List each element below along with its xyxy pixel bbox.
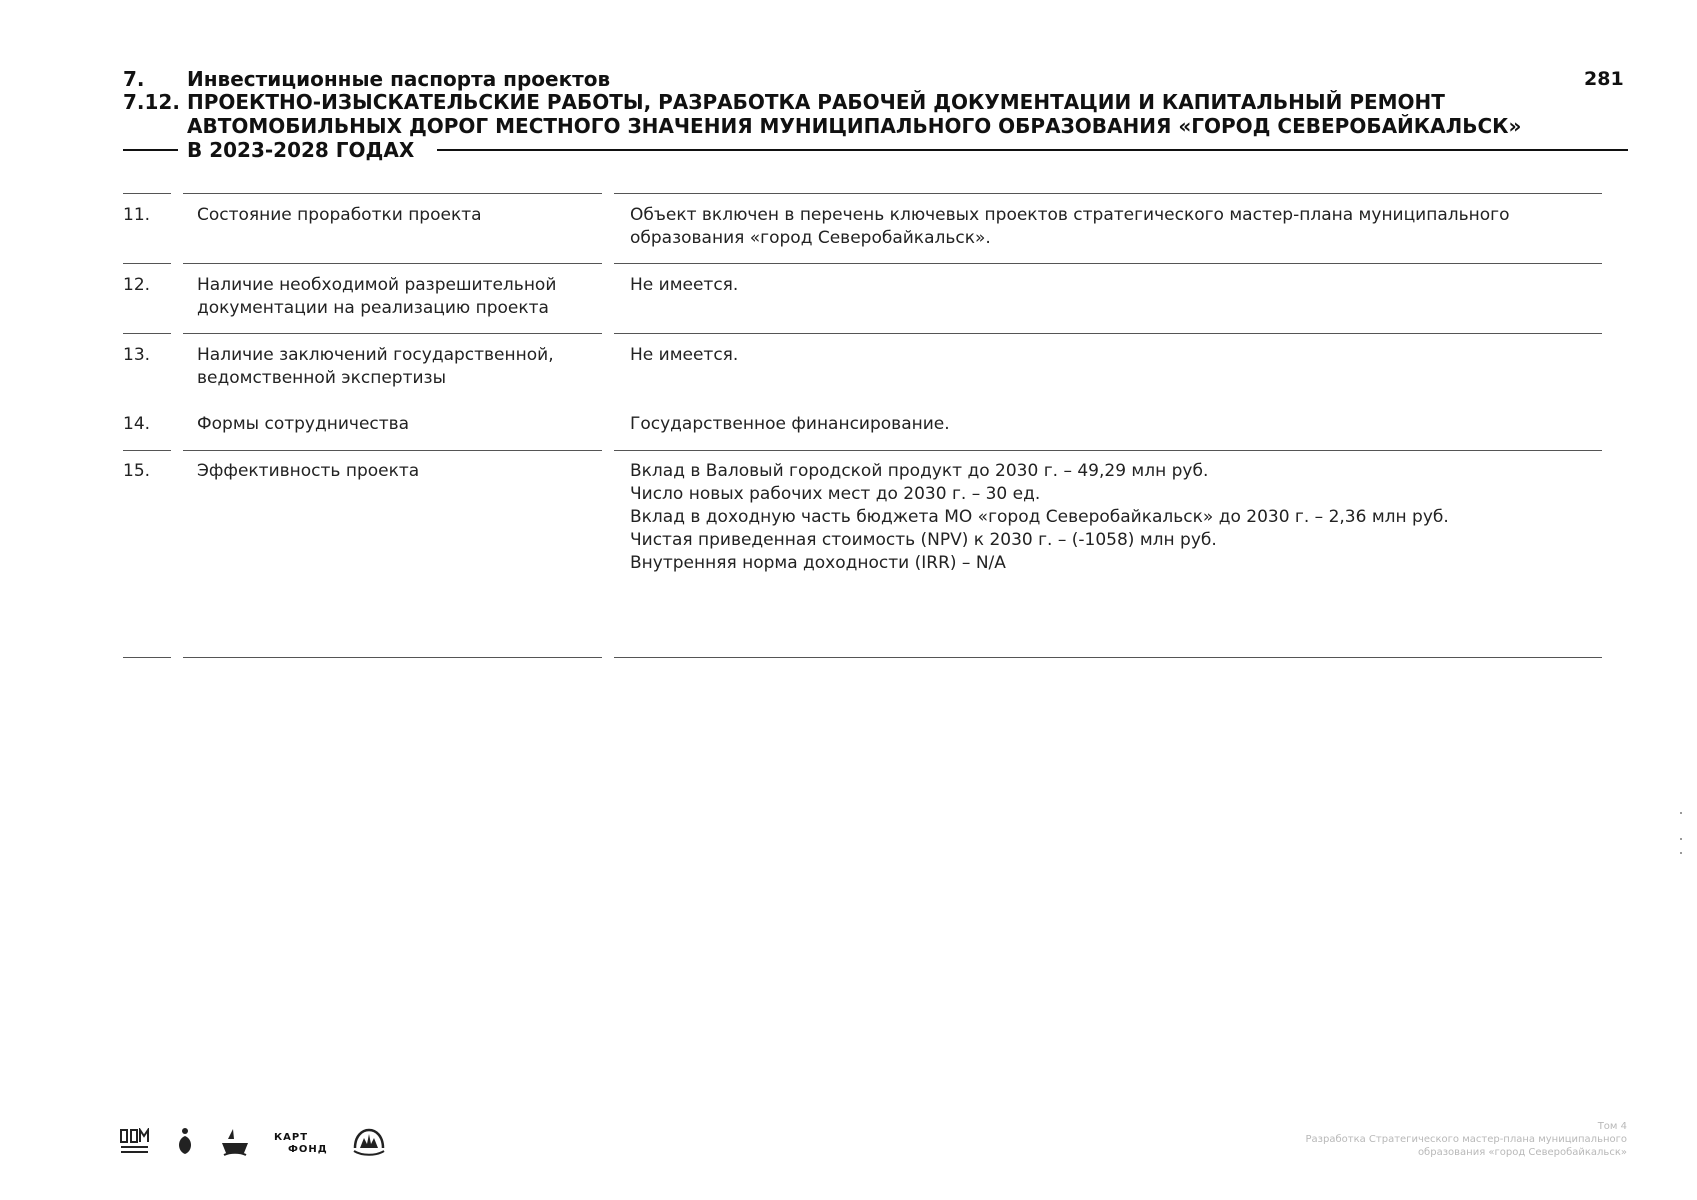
city-logo bbox=[352, 1126, 386, 1162]
row-number: 11. bbox=[123, 205, 151, 225]
header-right-rule bbox=[437, 149, 1628, 151]
row-number: 12. bbox=[123, 275, 151, 295]
subsection-title-line2: АВТОМОБИЛЬНЫХ ДОРОГ МЕСТНОГО ЗНАЧЕНИЯ МУНИЦИПАЛЬНОГО ОБРАЗОВАНИЯ «ГОРОД СЕВЕРОБАЙКАЛЬСК» bbox=[187, 114, 1522, 138]
kartfond-line1: КАРТ bbox=[274, 1132, 309, 1143]
row-label: Наличие необходимой разрешительной документации на реализацию проекта bbox=[197, 275, 557, 318]
row-rule bbox=[183, 263, 602, 264]
row-rule bbox=[183, 450, 602, 451]
row-number: 15. bbox=[123, 461, 151, 481]
section-number: 7. bbox=[123, 67, 145, 91]
row-rule bbox=[614, 333, 1602, 334]
ship-logo bbox=[220, 1127, 250, 1161]
header-left-rule bbox=[123, 149, 178, 151]
kartfond-logo bbox=[274, 1132, 328, 1156]
row-label: Состояние проработки проекта bbox=[197, 205, 482, 225]
efficiency-line: Чистая приведенная стоимость (NPV) к 2030 г. – (-1058) млн руб. bbox=[630, 530, 1217, 550]
efficiency-line: Внутренняя норма доходности (IRR) – N/A bbox=[630, 553, 1006, 573]
row-value-list bbox=[630, 460, 1605, 575]
kartfond-line2: ФОНД bbox=[288, 1144, 328, 1155]
row-number: 14. bbox=[123, 414, 151, 434]
efficiency-line: Число новых рабочих мест до 2030 г. – 30 ед. bbox=[630, 484, 1041, 504]
row-label: Формы сотрудничества bbox=[197, 414, 410, 434]
side-mark bbox=[1680, 838, 1682, 840]
subsection-number: 7.12. bbox=[123, 90, 180, 114]
section-title: Инвестиционные паспорта проектов bbox=[187, 67, 611, 91]
row-rule bbox=[123, 333, 171, 334]
efficiency-line: Вклад в доходную часть бюджета МО «город Северобайкальск» до 2030 г. – 2,36 млн руб. bbox=[630, 507, 1449, 527]
table-top-rule-num bbox=[123, 193, 171, 194]
row-value: Государственное финансирование. bbox=[630, 414, 950, 434]
table-bottom-rule bbox=[123, 657, 171, 658]
table-top-rule-label bbox=[183, 193, 602, 194]
row-value: Не имеется. bbox=[630, 345, 739, 365]
page-number: 281 bbox=[1584, 68, 1624, 90]
row-value: Объект включен в перечень ключевых проектов стратегического мастер-плана муниципального образования «город Северобайкальск». bbox=[630, 205, 1510, 248]
row-value: Не имеется. bbox=[630, 275, 739, 295]
row-label: Эффективность проекта bbox=[197, 461, 420, 481]
row-rule bbox=[123, 263, 171, 264]
footer-logos bbox=[120, 1126, 386, 1162]
subsection-title-line1: ПРОЕКТНО-ИЗЫСКАТЕЛЬСКИЕ РАБОТЫ, РАЗРАБОТКА РАБОЧЕЙ ДОКУМЕНТАЦИИ И КАПИТАЛЬНЫЙ РЕМОНТ bbox=[187, 90, 1445, 114]
row-rule bbox=[123, 450, 171, 451]
table-top-rule-value bbox=[614, 193, 1602, 194]
footer-volume: Том 4 bbox=[1597, 1121, 1627, 1132]
table-bottom-rule bbox=[614, 657, 1602, 658]
table-bottom-rule bbox=[183, 657, 602, 658]
footer-description-line2: образования «город Северобайкальск» bbox=[1417, 1147, 1627, 1158]
row-number: 13. bbox=[123, 345, 151, 365]
footer-description-line1: Разработка Стратегического мастер-плана муниципального bbox=[1305, 1134, 1627, 1145]
row-label: Наличие заключений государственной, ведомственной экспертизы bbox=[197, 345, 554, 388]
row-rule bbox=[614, 450, 1602, 451]
dom-rf-logo bbox=[120, 1128, 150, 1160]
side-mark bbox=[1680, 852, 1682, 854]
side-mark bbox=[1680, 812, 1682, 814]
row-rule bbox=[183, 333, 602, 334]
subsection-title-line3: В 2023-2028 ГОДАХ bbox=[187, 138, 415, 162]
row-rule bbox=[614, 263, 1602, 264]
emblem-logo bbox=[174, 1127, 196, 1161]
efficiency-line: Вклад в Валовый городской продукт до 2030 г. – 49,29 млн руб. bbox=[630, 461, 1209, 481]
footer-text bbox=[1306, 1120, 1627, 1159]
